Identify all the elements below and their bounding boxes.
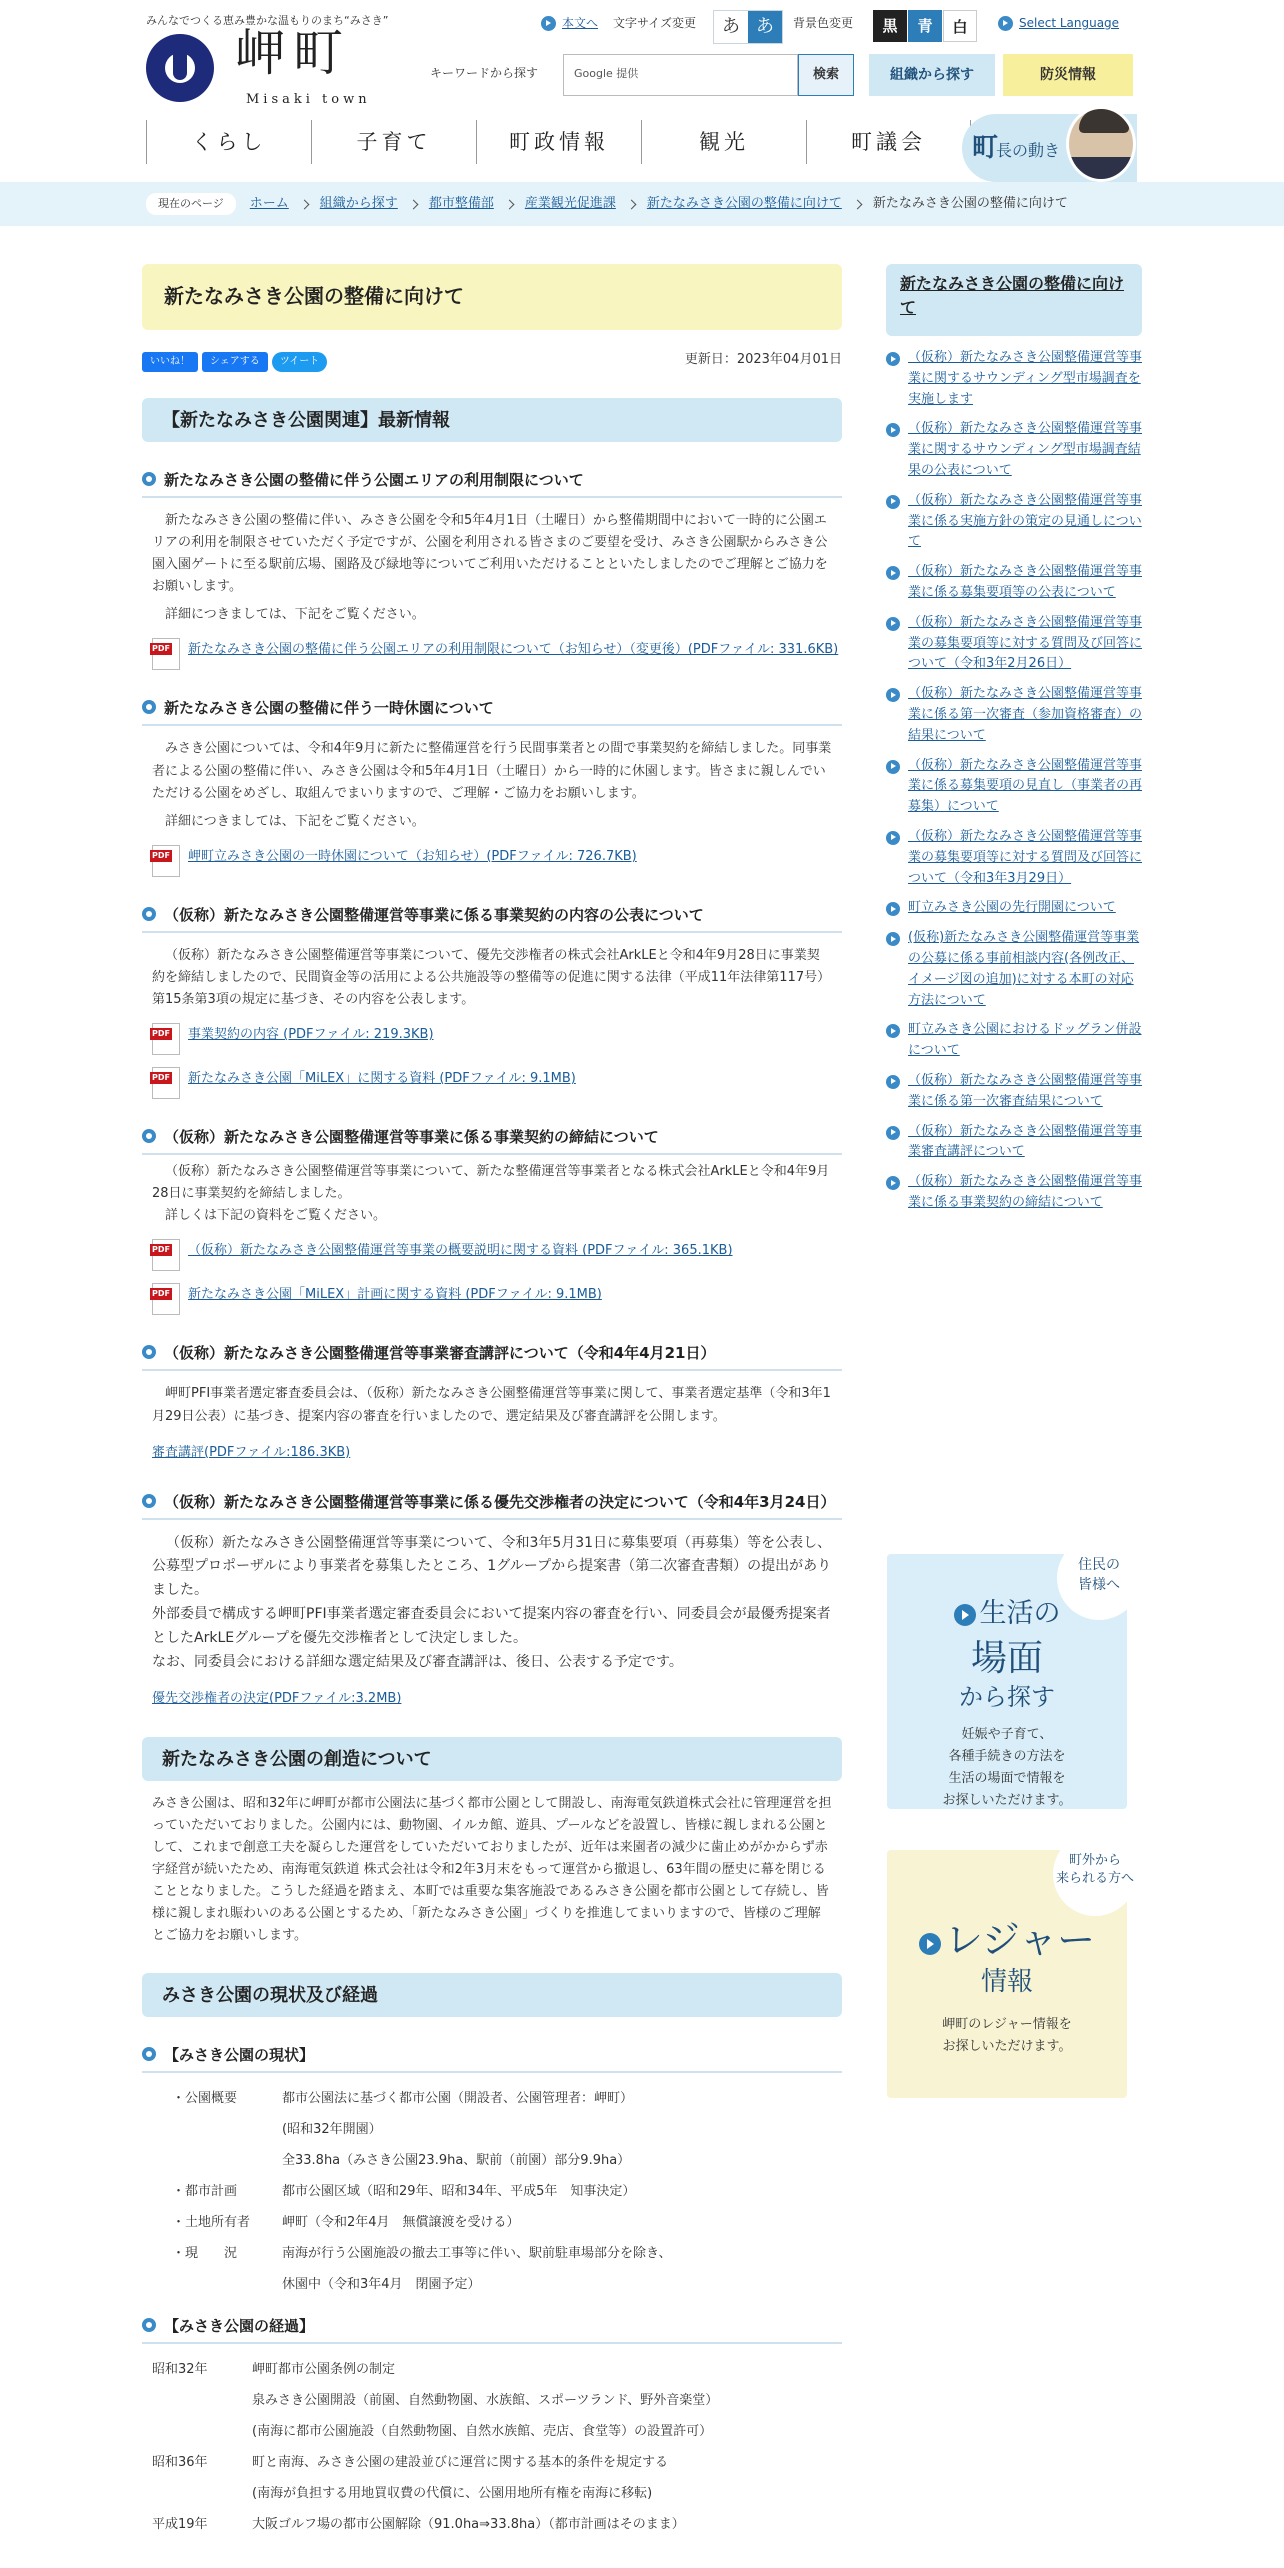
side-link[interactable]: （仮称）新たなみさき公園整備運営等事業に関するサウンディング型市場調査結果の公表について [908, 421, 1143, 478]
side-heading[interactable]: 新たなみさき公園の整備に向けて [886, 264, 1142, 336]
nav-kurashi[interactable]: くらし [146, 120, 311, 164]
side-link[interactable]: （仮称）新たなみさき公園整備運営等事業に係る実施方針の策定の見通しについて [908, 492, 1143, 550]
paragraph: 詳細につきましては、下記をご覧ください。 [165, 607, 425, 623]
arrow-right-icon [886, 688, 900, 702]
arrow-right-icon [886, 1126, 900, 1140]
arrow-right-icon [886, 902, 900, 916]
pdf-icon [152, 1067, 180, 1099]
nav-gikai[interactable]: 町議会 [806, 120, 971, 164]
language-select[interactable] [998, 14, 1119, 33]
town-emblem-icon[interactable] [146, 34, 214, 102]
breadcrumb-parent[interactable]: 新たなみさき公園の整備に向けて [646, 195, 842, 211]
bg-black-button[interactable]: 黒 [873, 10, 907, 42]
side-link[interactable]: （仮称）新たなみさき公園整備運営等事業に係る募集要項等の公表について [908, 564, 1143, 600]
paragraph: （仮称）新たなみさき公園整備運営等事業について、新たな整備運営等事業者となる株式会社ArkLEと令和4年9月28日に事業契約を締結しました。 [152, 1164, 830, 1202]
table-row [172, 2207, 842, 2238]
nav-kanko[interactable]: 観光 [641, 120, 806, 164]
section-heading: （仮称）新たなみさき公園整備運営等事業審査講評について（令和4年4月21日） [142, 1341, 842, 1371]
chevron-right-icon [626, 199, 636, 209]
paragraph: （仮称）新たなみさき公園整備運営等事業について、令和3年5月31日に募集要項（再募集）等を公表し、公募型プロポーザルにより事業者を募集したところ、1グループから提案書（第二次審査書類）の提出がありました。 [152, 1534, 832, 1599]
side-link-item[interactable] [886, 562, 1142, 604]
table-row [152, 2354, 842, 2385]
side-link[interactable]: （仮称）新たなみさき公園整備運営等事業の募集要項等に対する質問及び回答について（令和3年2月26日） [908, 614, 1143, 672]
row-value: 都市公園法に基づく都市公園（開設者、公園管理者：岬町） [282, 2091, 634, 2107]
arrow-right-icon [919, 1933, 941, 1955]
row-value: 岬町都市公園条例の制定 [252, 2362, 396, 2378]
chevron-right-icon [852, 199, 862, 209]
arrow-right-icon [886, 932, 900, 946]
row-value: 岬町（令和2年4月 無償譲渡を受ける） [282, 2215, 520, 2231]
side-link[interactable]: （仮称）新たなみさき公園整備運営等事業に係る募集要項の見直し（事業者の再募集）について [908, 757, 1143, 815]
breadcrumb-org[interactable]: 組織から探す [319, 195, 398, 211]
bullet-icon [142, 472, 156, 486]
pdf-link[interactable]: 新たなみさき公園「MiLEX」計画に関する資料 (PDFファイル: 9.1MB) [188, 1287, 602, 1303]
breadcrumb [0, 182, 1284, 226]
section-heading: 新たなみさき公園の整備に伴う一時休園について [142, 696, 842, 726]
paragraph [142, 1688, 842, 1710]
chevron-right-icon [408, 199, 418, 209]
arrow-right-icon [886, 423, 900, 437]
table-row [152, 2385, 842, 2416]
site-logo[interactable]: 岬町 [235, 24, 351, 82]
main-content [142, 264, 842, 2540]
side-link-item[interactable] [886, 348, 1142, 410]
bg-color-switch [873, 10, 977, 42]
arrow-right-icon [886, 760, 900, 774]
life-scene-banner[interactable]: 住民の 皆様へ 生活の 場面 から探す 妊娠や子育て、 各種手続きの方法を 生活の場面で情報を お探しいただけます。 [887, 1554, 1127, 1809]
table-row [152, 2509, 842, 2540]
banner-bubble: 住民の 皆様へ [1057, 1536, 1141, 1620]
row-value: (昭和32年開園） [282, 2122, 382, 2138]
side-link[interactable]: （仮称）新たなみさき公園整備運営等事業に係る第一次審査（参加資格審査）の結果について [908, 686, 1143, 743]
breadcrumb-dept[interactable]: 都市整備部 [428, 195, 494, 211]
row-value: 町と南海、みさき公園の建設並びに運営に関する基本的条件を規定する [252, 2455, 669, 2471]
paragraph: （仮称）新たなみさき公園整備運営等事業について、優先交渉権者の株式会社ArkLEと令和4年9月28日に事業契約を締結しましたので、民間資金等の活用による公共施設等の整備等の促進に関する法律（平成11年法律第117号）第15条第3項の規定に基づき、その内容を公表します。 [152, 947, 831, 1008]
global-nav [146, 120, 971, 164]
facebook-like-button[interactable]: いいね！ [142, 352, 198, 372]
side-link[interactable]: (仮称)新たなみさき公園整備運営等事業の公募に係る事前相談内容(各例改正、イメージ図の追加)に対する本町の対応方法について [908, 930, 1140, 1008]
arrow-right-icon [954, 1604, 976, 1626]
row-value: 都市公園区域（昭和29年、昭和34年、平成5年 知事決定） [282, 2184, 636, 2200]
pdf-link[interactable]: 新たなみさき公園「MiLEX」に関する資料 (PDFファイル: 9.1MB) [188, 1071, 576, 1087]
row-key: ・都市計画 [172, 2184, 238, 2200]
table-row [172, 2114, 842, 2145]
font-size-switch [713, 10, 783, 44]
arrow-right-icon [886, 617, 900, 631]
tagline: みんなでつくる恵み豊かな温もりのまち“みさき” [146, 14, 389, 27]
current-status-table [142, 2083, 842, 2300]
section-heading: 【みさき公園の経過】 [142, 2314, 842, 2344]
nav-chosei[interactable]: 町政情報 [476, 120, 641, 164]
row-key [152, 2478, 252, 2509]
side-link[interactable]: （仮称）新たなみさき公園整備運営等事業に係る事業契約の締結について [908, 1174, 1143, 1210]
latest-heading: 【新たなみさき公園関連】最新情報 [142, 398, 842, 442]
bullet-icon [142, 2318, 156, 2332]
table-row [172, 2238, 842, 2269]
row-key [172, 2114, 282, 2145]
row-value: 泉みさき公園開設（前園、自然動物園、水族館、スポーツランド、野外音楽堂） [252, 2393, 719, 2409]
arrow-right-icon [886, 1176, 900, 1190]
pdf-icon [152, 638, 180, 670]
side-link[interactable]: 町立みさき公園におけるドッグラン併設について [908, 1022, 1142, 1059]
bg-color-label: 背景色変更 [793, 16, 854, 30]
creation-heading: 新たなみさき公園の創造について [142, 1737, 842, 1781]
row-key [172, 2269, 282, 2300]
section-heading: 【みさき公園の現状】 [142, 2043, 842, 2073]
row-value: (南海が負担する用地買収費の代償に、公園用地所有権を南海に移転) [252, 2486, 653, 2502]
side-link-item[interactable] [886, 419, 1142, 481]
page-title: 新たなみさき公園の整備に向けて [142, 264, 842, 330]
side-link-item[interactable] [886, 684, 1142, 746]
paragraph: 詳細につきましては、下記をご覧ください。 [165, 813, 425, 829]
tweet-button[interactable]: ツイート [272, 352, 328, 372]
arrow-right-icon [998, 16, 1013, 31]
pdf-link[interactable]: 岬町立みさき公園の一時休園について（お知らせ）(PDFファイル: 726.7KB) [188, 848, 637, 864]
row-key: ・土地所有者 [172, 2215, 251, 2231]
search-input[interactable]: Google 提供 [563, 54, 798, 96]
side-link-item[interactable] [886, 756, 1142, 818]
pdf-icon [152, 845, 180, 877]
section-heading: （仮称）新たなみさき公園整備運営等事業に係る優先交渉権者の決定について（令和4年3月24日） [142, 1490, 842, 1520]
paragraph: 外部委員で構成する岬町PFI事業者選定審査委員会において提案内容の審査を行い、同委員会が最優秀提案者としたArkLEグループを優先交渉権者として決定しました。 [152, 1606, 831, 1646]
paragraph: みさき公園については、令和4年9月に新たに整備運営を行う民間事業者との間で事業契約を締結しました。同事業者による公園の整備に伴い、みさき公園は令和5年4月1日（土曜日）から一時的に休園します。皆さまに親しんでいただける公園をめざし、取組んでまいりますので、ご理解・ご協力をお願いします。 [152, 741, 832, 801]
side-link-list [886, 348, 1142, 1214]
row-value: (南海に都市公園施設（自然動物園、自然水族館、売店、食堂等）の設置許可） [252, 2424, 713, 2440]
row-key: ・現 況 [172, 2246, 238, 2262]
arrow-right-icon [886, 566, 900, 580]
bg-white-button[interactable]: 白 [943, 10, 977, 42]
bullet-icon [142, 907, 156, 921]
font-large-button[interactable]: あ [748, 11, 782, 43]
row-key: 平成19年 [152, 2517, 208, 2533]
paragraph: 詳しくは下記の資料をご覧ください。 [165, 1208, 387, 1224]
pdf-link[interactable]: 優先交渉権者の決定(PDFファイル:3.2MB) [152, 1691, 402, 1707]
status-heading: みさき公園の現状及び経過 [142, 1973, 842, 2017]
arrow-right-icon [886, 495, 900, 509]
side-link-item[interactable] [886, 1071, 1142, 1113]
breadcrumb-current: 新たなみさき公園の整備に向けて [872, 195, 1068, 211]
pdf-icon [152, 1283, 180, 1315]
bullet-icon [142, 700, 156, 714]
read-aloud-link[interactable]: 本文へ [562, 16, 599, 30]
table-row [172, 2145, 842, 2176]
row-key [172, 2145, 282, 2176]
side-link[interactable]: （仮称）新たなみさき公園整備運営等事業に係る第一次審査結果について [908, 1072, 1143, 1109]
pdf-link-item [142, 638, 842, 670]
row-value: 南海が行う公園施設の撤去工事等に伴い、駅前駐車場部分を除き、 [282, 2246, 672, 2262]
bullet-icon [142, 1129, 156, 1143]
row-key [152, 2416, 252, 2447]
table-row [152, 2447, 842, 2478]
select-language-link[interactable]: Select Language [1019, 16, 1120, 30]
paragraph: なお、同委員会における詳細な選定結果及び審査講評は、後日、公表する予定です。 [152, 1653, 683, 1670]
row-value: 休園中（令和3年4月 閉園予定） [282, 2277, 481, 2293]
keyword-label: キーワードから探す [430, 66, 539, 80]
nav-kosodate[interactable]: 子育て [311, 120, 476, 164]
arrow-right-icon [541, 16, 556, 31]
row-value: 全33.8ha（みさき公園23.9ha、駅前（前園）部分9.9ha） [282, 2153, 631, 2169]
table-row [172, 2083, 842, 2114]
bullet-icon [142, 1345, 156, 1359]
breadcrumb-section[interactable]: 産業観光促進課 [524, 195, 616, 211]
org-search-button[interactable]: 組織から探す [869, 54, 995, 96]
pdf-link-item [142, 1023, 842, 1055]
pdf-link[interactable]: 事業契約の内容 (PDFファイル: 219.3KB) [188, 1027, 434, 1043]
paragraph: みさき公園は、昭和32年に岬町が都市公園法に基づく都市公園として開設し、南海電気鉄道株式会社に管理運営を担っていただいておりました。公園内には、動物園、イルカ館、遊具、プールなどを設置し、皆様に親しまれる公園として、これまで創意工夫を凝らした運営をしていただいておりましたが、近年は来園者の減少に歯止めがかからず赤字経営が続いたため、南海電気鉄道 株式会社は令和2年3月末をもって運営から撤退し、63年間の歴史に幕を閉じることとなりました。こうした経過を踏まえ、本町では重要な集客施設であるみさき公園を都市公園として存続し、皆様に親しまれ賑わいのある公園とするため、「新たなみさき公園」づくりを推進してまいりますので、皆様のご理解とご協力をお願いします。 [152, 1795, 832, 1944]
section-heading: （仮称）新たなみさき公園整備運営等事業に係る事業契約の内容の公表について [142, 903, 842, 933]
table-row [172, 2269, 842, 2300]
table-row [172, 2176, 842, 2207]
side-link-item[interactable] [886, 898, 1142, 919]
pdf-link-item [142, 1239, 842, 1271]
arrow-right-icon [886, 1075, 900, 1089]
side-link-item[interactable] [886, 827, 1142, 889]
table-row [152, 2478, 842, 2509]
pdf-icon [152, 1023, 180, 1055]
pdf-link[interactable]: 審査講評(PDFファイル:186.3KB) [152, 1444, 351, 1460]
site-logo-sub: Misaki town [246, 92, 371, 107]
side-link-item[interactable] [886, 928, 1142, 1011]
side-link-item[interactable] [886, 1172, 1142, 1214]
pdf-link-item [142, 1067, 842, 1099]
side-link-item[interactable] [886, 1122, 1142, 1164]
disaster-info-button[interactable]: 防災情報 [1003, 54, 1133, 96]
arrow-right-icon [886, 352, 900, 366]
mayor-photo[interactable] [1066, 106, 1136, 182]
pdf-link[interactable]: （仮称）新たなみさき公園整備運営等事業の概要説明に関する資料 (PDFファイル: 365.1KB) [188, 1243, 733, 1259]
paragraph: 岬町PFI事業者選定審査委員会は、（仮称）新たなみさき公園整備運営等事業に関して、事業者選定基準（令和3年1月29日公表）に基づき、提案内容の審査を行いましたので、選定結果及び審査講評を公開します。 [152, 1386, 831, 1424]
side-link[interactable]: （仮称）新たなみさき公園整備運営等事業に関するサウンディング型市場調査を実施します [908, 350, 1143, 407]
side-link[interactable]: （仮称）新たなみさき公園整備運営等事業審査講評について [908, 1123, 1143, 1160]
read-aloud[interactable] [541, 14, 598, 33]
section-heading: （仮称）新たなみさき公園整備運営等事業に係る事業契約の締結について [142, 1125, 842, 1155]
bullet-icon [142, 2047, 156, 2061]
banner-bubble: 町外から 来られる方へ [1053, 1832, 1137, 1916]
row-key: ・公園概要 [172, 2091, 238, 2107]
side-link-item[interactable] [886, 613, 1142, 675]
font-small-button[interactable]: あ [722, 16, 740, 37]
breadcrumb-home[interactable]: ホーム [249, 195, 289, 211]
bullet-icon [142, 1494, 156, 1508]
current-page-label: 現在のページ [146, 193, 236, 215]
arrow-right-icon [886, 831, 900, 845]
side-link-item[interactable] [886, 491, 1142, 553]
arrow-right-icon [886, 1024, 900, 1038]
pdf-link-item [142, 845, 842, 877]
row-key: 昭和36年 [152, 2455, 208, 2471]
row-key [152, 2385, 252, 2416]
paragraph [142, 1442, 842, 1464]
row-value: 大阪ゴルフ場の都市公園解除（91.0ha⇒33.8ha）（都市計画はそのまま） [252, 2517, 685, 2533]
chevron-right-icon [299, 199, 309, 209]
pdf-link[interactable]: 新たなみさき公園の整備に伴う公園エリアの利用制限について（お知らせ）（変更後）(PDFファイル: 331.6KB) [188, 642, 839, 658]
section-heading: 新たなみさき公園の整備に伴う公園エリアの利用制限について [142, 468, 842, 498]
updated-date: 更新日：2023年04月01日 [684, 352, 842, 367]
pdf-link-item [142, 1283, 842, 1315]
font-size-label: 文字サイズ変更 [613, 16, 697, 30]
side-link[interactable]: （仮称）新たなみさき公園整備運営等事業の募集要項等に対する質問及び回答について（令和3年3月29日） [908, 828, 1143, 886]
search-button[interactable]: 検索 [798, 54, 854, 96]
pdf-icon [152, 1239, 180, 1271]
side-link[interactable]: 町立みさき公園の先行開園について [908, 900, 1116, 916]
chevron-right-icon [504, 199, 514, 209]
side-menu [886, 264, 1142, 1214]
history-table [142, 2354, 842, 2540]
leisure-banner[interactable]: 町外から 来られる方へ レジャー 情報 岬町のレジャー情報を お探しいただけます。 [887, 1850, 1127, 2098]
facebook-share-button[interactable]: シェアする [202, 352, 268, 372]
row-key: 昭和32年 [152, 2362, 208, 2378]
site-header [0, 0, 1284, 182]
bg-blue-button[interactable]: 青 [908, 10, 942, 42]
paragraph: 新たなみさき公園の整備に伴い、みさき公園を令和5年4月1日（土曜日）から整備期間中において一時的に公園エリアの利用を制限させていただく予定ですが、公園を利用される皆さまのご要望を受け、みさき公園駅からみさき公園入園ゲートに至る駅前広場、園路及び緑地等についてご利用いただけることといたしましたのでご理解とご協力をお願いします。 [152, 513, 828, 595]
mayor-activities-link[interactable]: 町長の動き [962, 114, 1137, 182]
table-row [152, 2416, 842, 2447]
side-link-item[interactable] [886, 1020, 1142, 1062]
